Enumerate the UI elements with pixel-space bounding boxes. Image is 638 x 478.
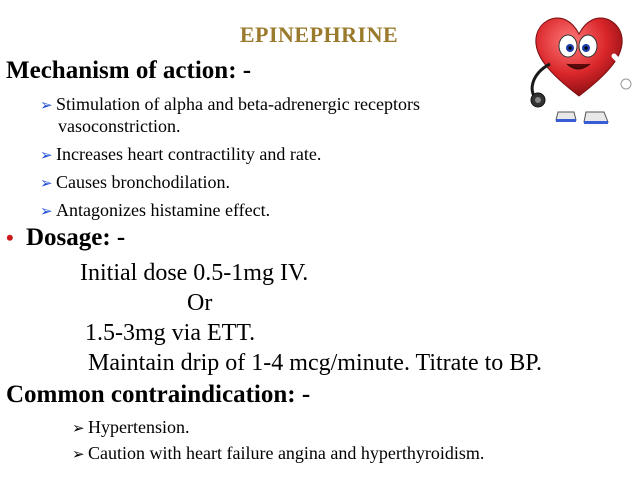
arrow-bullet-icon: ➢	[40, 98, 53, 114]
mechanism-item-2: ➢ Increases heart contractility and rate.	[40, 143, 321, 167]
dosage-line-1: Initial dose 0.5-1mg IV.	[80, 260, 309, 286]
dosage-heading: • Dosage: -	[6, 224, 126, 251]
arrow-bullet-icon: ➢	[72, 447, 85, 463]
mechanism-item-3: ➢ Causes bronchodilation.	[40, 171, 230, 195]
mechanism-item-1: ➢ Stimulation of alpha and beta-adrenergic receptors	[40, 93, 420, 117]
arrow-bullet-icon: ➢	[40, 204, 53, 220]
dosage-line-or: Or	[187, 290, 213, 316]
contraindication-item-1: ➢ Hypertension.	[72, 416, 189, 440]
mechanism-item-1-continuation: vasoconstriction.	[58, 116, 181, 136]
heart-mascot-with-stethoscope-icon	[520, 8, 638, 130]
bullet-dot-icon: •	[6, 225, 14, 250]
mechanism-heading: Mechanism of action: -	[6, 57, 252, 84]
contraindication-heading: Common contraindication: -	[6, 381, 311, 408]
arrow-bullet-icon: ➢	[40, 148, 53, 164]
mechanism-item-4: ➢ Antagonizes histamine effect.	[40, 199, 270, 223]
arrow-bullet-icon: ➢	[40, 176, 53, 192]
arrow-bullet-icon: ➢	[72, 421, 85, 437]
dosage-line-3: Maintain drip of 1-4 mcg/minute. Titrate to BP.	[88, 350, 542, 376]
slide-title: EPINEPHRINE	[239, 22, 399, 47]
dosage-line-2: 1.5-3mg via ETT.	[85, 320, 256, 346]
contraindication-item-2: ➢ Caution with heart failure angina and hyperthyroidism.	[72, 442, 484, 466]
